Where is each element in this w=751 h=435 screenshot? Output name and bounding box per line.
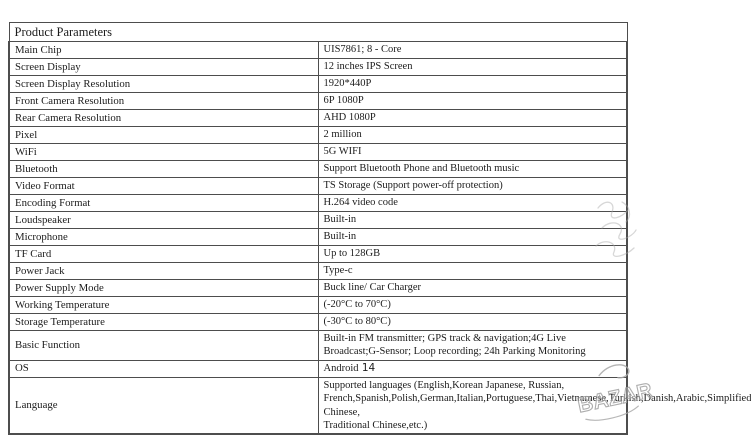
param-value-text: Up to 128GB — [324, 248, 381, 259]
param-name-cell: Loudspeaker — [9, 212, 318, 229]
param-name-cell: Encoding Format — [9, 195, 318, 212]
param-row — [9, 161, 627, 178]
param-value-text: 12 inches IPS Screen — [324, 61, 413, 72]
param-name-cell: Working Temperature — [9, 297, 318, 314]
param-value-cell — [318, 229, 627, 246]
param-value-text: H.264 video code — [324, 197, 398, 208]
param-value-text: TS Storage (Support power-off protection) — [324, 180, 503, 191]
param-value-text: Built-in — [324, 214, 357, 225]
param-name-cell: TF Card — [9, 246, 318, 263]
param-value-text: 1920*440P — [324, 78, 372, 89]
param-value-cell — [318, 212, 627, 229]
param-name-cell: WiFi — [9, 144, 318, 161]
param-value-cell — [318, 314, 627, 331]
param-value-cell — [318, 263, 627, 280]
param-row — [9, 263, 627, 280]
param-name-cell: Rear Camera Resolution — [9, 110, 318, 127]
param-value-text: Supported languages (English,Korean Japanese, Russian, French,Spanish,Polish,German,Italian,Portuguese,Thai,Vietnamese,Turkish,Danish,Arabic,Simplified Chinese, Traditional Chinese,etc.) — [324, 380, 751, 431]
param-name-cell: Pixel — [9, 127, 318, 144]
param-value-cell — [318, 360, 627, 377]
param-value-cell — [318, 93, 627, 110]
param-value-cell — [318, 127, 627, 144]
param-value-text: 5G WIFI — [324, 146, 362, 157]
param-name-cell: OS — [9, 360, 318, 377]
param-row — [9, 246, 627, 263]
param-value-text: Buck line/ Car Charger — [324, 282, 422, 293]
param-value-cell — [318, 280, 627, 297]
param-name-cell: Microphone — [9, 229, 318, 246]
param-value-cell — [318, 195, 627, 212]
param-value-text: (-20°C to 70°C) — [324, 299, 391, 310]
param-value-text: (-30°C to 80°C) — [324, 316, 391, 327]
param-row — [9, 127, 627, 144]
param-value-text: AHD 1080P — [324, 112, 376, 123]
param-value-cell — [318, 59, 627, 76]
param-name-cell: Screen Display Resolution — [9, 76, 318, 93]
param-value-cell — [318, 144, 627, 161]
param-name-cell: Basic Function — [9, 331, 318, 361]
param-row — [9, 93, 627, 110]
param-value-text: 2 million — [324, 129, 362, 140]
param-row — [9, 377, 627, 434]
param-value-cell — [318, 161, 627, 178]
param-value-cell — [318, 246, 627, 263]
watermark-logo-text: BAZAR — [576, 379, 655, 417]
param-name-cell: Language — [9, 377, 318, 434]
param-name-cell: Bluetooth — [9, 161, 318, 178]
param-value-text: UIS7861; 8 - Core — [324, 44, 402, 55]
param-row — [9, 110, 627, 127]
param-row — [9, 297, 627, 314]
param-name-cell: Storage Temperature — [9, 314, 318, 331]
param-row — [9, 331, 627, 361]
param-value-text: 6P 1080P — [324, 95, 364, 106]
param-value-cell — [318, 110, 627, 127]
param-value-text: Android — [324, 363, 359, 374]
param-row — [9, 195, 627, 212]
param-row — [9, 76, 627, 93]
param-name-cell: Power Supply Mode — [9, 280, 318, 297]
param-row — [9, 314, 627, 331]
param-value-text: Type-c — [324, 265, 353, 276]
param-value-text: Built-in — [324, 231, 357, 242]
param-name-cell: Screen Display — [9, 59, 318, 76]
param-row — [9, 59, 627, 76]
param-row — [9, 212, 627, 229]
param-name-cell: Main Chip — [9, 42, 318, 59]
param-name-cell: Front Camera Resolution — [9, 93, 318, 110]
param-row — [9, 360, 627, 377]
product-parameters-table — [8, 22, 628, 435]
param-value-cell — [318, 297, 627, 314]
param-value-cell — [318, 76, 627, 93]
table-title-row — [9, 23, 627, 42]
param-row — [9, 42, 627, 59]
param-row — [9, 280, 627, 297]
table-title: Product Parameters — [9, 23, 627, 42]
param-value-cell — [318, 42, 627, 59]
param-row — [9, 178, 627, 195]
param-row — [9, 144, 627, 161]
param-value-suffix: 14 — [359, 362, 376, 374]
param-name-cell: Video Format — [9, 178, 318, 195]
param-value-cell — [318, 331, 627, 361]
param-value-cell — [318, 178, 627, 195]
param-value-cell — [318, 377, 627, 434]
param-value-text: Support Bluetooth Phone and Bluetooth music — [324, 163, 520, 174]
param-value-text: Built-in FM transmitter; GPS track & navigation;4G Live Broadcast;G-Sensor; Loop recording; 24h Parking Monitoring — [324, 333, 586, 357]
param-name-cell: Power Jack — [9, 263, 318, 280]
param-row — [9, 229, 627, 246]
